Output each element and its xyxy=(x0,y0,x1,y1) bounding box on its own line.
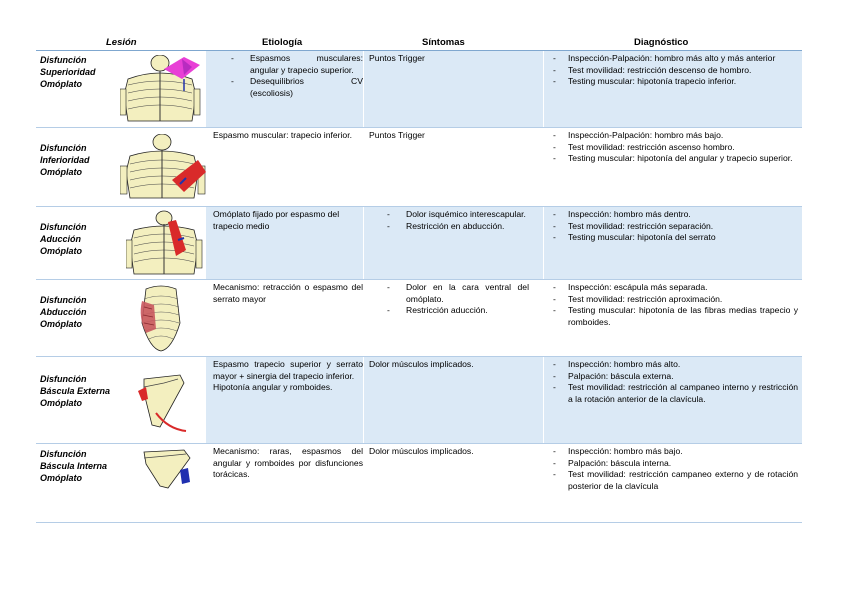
etiologia-paragraph: Espasmo trapecio superior y serrato mayor + sinergia del trapecio inferior. xyxy=(213,359,363,381)
lesion-label: Disfunción Abducción Omóplato xyxy=(40,295,87,329)
diagnostico-item: - Test movilidad: restricción ascenso hombro. xyxy=(549,142,798,154)
header-lesion: Lesión xyxy=(106,37,137,48)
table-row xyxy=(36,280,802,357)
table-row xyxy=(36,444,802,523)
diagnostico-item: - Palpación: báscula interna. xyxy=(549,458,798,470)
diagnostico-item: - Test movilidad: restricción aproximación. xyxy=(549,294,798,306)
sintomas-cell: Dolor músculos implicados. xyxy=(369,359,474,369)
diagnostico-item: - Test movilidad: restricción campaneo externo y de rotación posterior de la clavícula xyxy=(549,469,798,492)
diagnostico-cell xyxy=(549,130,798,165)
diagnostico-item: - Testing muscular: hipotonía trapecio inferior. xyxy=(549,76,798,88)
diagnostico-item: - Inspección: hombro más alto. xyxy=(549,359,798,371)
sintomas-cell: Dolor músculos implicados. xyxy=(369,446,474,456)
back-skeleton-illustration xyxy=(120,55,210,125)
sintomas-item: - Dolor isquémico interescapular. xyxy=(369,209,529,221)
etiologia-cell: Espasmo muscular: trapecio inferior. xyxy=(213,130,352,140)
diagnostico-item: - Inspección: hombro más dentro. xyxy=(549,209,798,221)
header-etiologia: Etiología xyxy=(262,37,303,48)
diagnostico-cell xyxy=(549,446,798,493)
sintomas-cell: Puntos Trigger xyxy=(369,130,425,140)
diagnostico-item: - Testing muscular: hipotonía del serrato xyxy=(549,232,798,244)
scapula-dysfunction-table xyxy=(36,36,802,523)
lesion-label: Disfunción Inferioridad Omóplato xyxy=(40,143,90,177)
etiologia-cell: Omóplato fijado por espasmo del trapecio medio xyxy=(213,209,340,231)
table-row xyxy=(36,128,802,207)
diagnostico-item: - Test movilidad: restricción al campaneo interno y restricción a la rotación anterior de la clavícula. xyxy=(549,382,798,405)
header-sintomas: Síntomas xyxy=(422,37,465,48)
diagnostico-cell xyxy=(549,53,798,88)
scapula-illustration xyxy=(134,369,192,435)
ribcage-illustration xyxy=(136,283,186,353)
etiologia-cell xyxy=(213,53,363,100)
diagnostico-item: - Test movilidad: restricción descenso de hombro. xyxy=(549,65,798,77)
lesion-label: Disfunción Superioridad Omóplato xyxy=(40,55,96,89)
etiologia-cell xyxy=(213,359,363,394)
table-row xyxy=(36,51,802,128)
sintomas-cell xyxy=(369,282,529,317)
diagnostico-item: - Inspección: escápula más separada. xyxy=(549,282,798,294)
etiologia-item: - Desequilibrios CV (escoliosis) xyxy=(213,76,363,99)
diagnostico-item: - Inspección-Palpación: hombro más bajo. xyxy=(549,130,798,142)
etiologia-cell: Mecanismo: raras, espasmos del angular y romboides por disfunciones torácicas. xyxy=(213,446,363,480)
lesion-label: Disfunción Báscula Externa Omóplato xyxy=(40,374,111,408)
diagnostico-item: - Testing muscular: hipotonía del angular y trapecio superior. xyxy=(549,153,798,165)
etiologia-paragraph: Hipotonía angular y romboides. xyxy=(213,382,333,393)
header-diagnostico: Diagnóstico xyxy=(634,37,689,48)
table-row xyxy=(36,207,802,280)
diagnostico-cell xyxy=(549,282,798,329)
etiologia-item: - Espasmos musculares: angular y trapecio superior. xyxy=(213,53,363,76)
diagnostico-item: - Testing muscular: hipotonía de las fibras medias trapecio y romboides. xyxy=(549,305,798,328)
sintomas-item: - Restricción en abducción. xyxy=(369,221,529,233)
diagnostico-item: - Inspección: hombro más bajo. xyxy=(549,446,798,458)
diagnostico-item: - Palpación: báscula externa. xyxy=(549,371,798,383)
sintomas-cell xyxy=(369,209,529,232)
diagnostico-cell xyxy=(549,209,798,244)
etiologia-cell: Mecanismo: retracción o espasmo del serrato mayor xyxy=(213,282,363,304)
diagnostico-item: - Test movilidad: restricción separación. xyxy=(549,221,798,233)
back-skeleton-illustration xyxy=(120,134,212,202)
table-row xyxy=(36,357,802,444)
diagnostico-cell xyxy=(549,359,798,406)
scapula-illustration xyxy=(138,446,196,492)
back-skeleton-illustration xyxy=(126,210,210,278)
lesion-label: Disfunción Báscula Interna Omóplato xyxy=(40,449,108,483)
lesion-label: Disfunción Aducción Omóplato xyxy=(40,222,87,256)
sintomas-cell: Puntos Trigger xyxy=(369,53,425,63)
diagnostico-item: - Inspección-Palpación: hombro más alto y más anterior xyxy=(549,53,798,65)
sintomas-item: - Restricción aducción. xyxy=(369,305,529,317)
table-header xyxy=(36,36,802,51)
sintomas-item: - Dolor en la cara ventral del omóplato. xyxy=(369,282,529,305)
